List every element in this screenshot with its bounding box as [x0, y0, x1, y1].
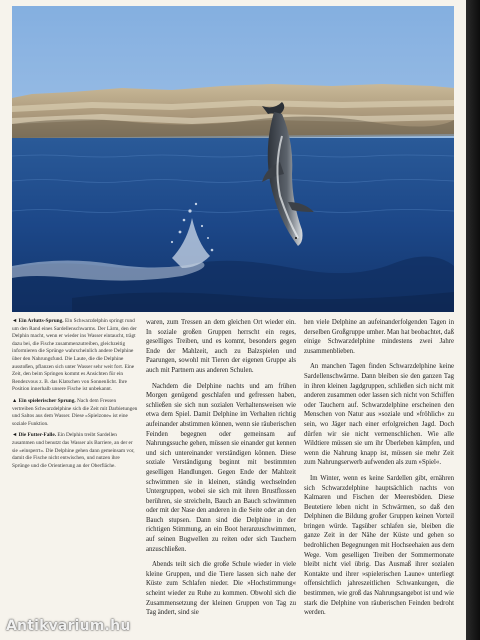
dolphin-jump-image [12, 6, 454, 312]
watermark: Antikvarium.hu [6, 618, 131, 634]
caption-jump: ◄ Ein Arlutts-Sprung. Ein Schwarzdelphin springt rund um den Rand eines Sardellenschwarms. Der Lärm, den der Delphin macht, wenn er wieder ins Wasser eintaucht, trägt dazu bei, die Fische zusammenzutreiben, gleichzeitig informieren die Sprünge wahrscheinlich andere Delphine über den Nahrungsfund. Die Laute, die die Delphine ausstoßen, pflanzen sich unter Wasser sehr weit fort. Eine Zeit, den beim Springen kommt es Ansichten für ein Rendezvous z. B. das Klatschen von Sonnenlicht. Ihre Position innerhalb unsere Fische ist unbekannt. [12, 318, 137, 393]
paragraph: waren, zum Tressen an dem gleichen Ort wieder ein. In soziale großen Gruppen herrscht ein reges, geselliges Treiben, und es kommt, besonders gegen Ende der Mahlzeit, auch zu Balzspielen und Paarungen, sowohl mit Tieren der eigenen Gruppe als auch mit Partnern aus anderen Schulen. [146, 319, 296, 374]
caption-play: ▲ Ein spielerischer Sprung. Nach dem Fressen vertreiben Schwarzdelphine sich die Zeit mit Darbietungen und Saltos aus dem Wasser. Diese »Spielzone« ist eine soziale Funktion. [12, 397, 138, 427]
paragraph: Nachdem die Delphine nachts und am frühen Morgen genügend geschlafen und gefressen haben, schließen sie sich nun sozialen Verhaltensweisen wie etwa dem Spiel. Damit Delphine im Verhalten richtig aufeinander abstimmen können, wenn sie räuberischen Feinden begegnen oder gemeinsam auf Nahrungssuche gehen, müssen sie einander gut kennen und sich untereinander verständigen können. Diese soziale Verständigung beginnt mit bestimmten geselligen Handlungen. Gegen Ende der Mahlzeit schwimmen sie in kleinen, ständig wechselnden Untergruppen, wobei sie sich mit ihren Brustflossen berühren, sie streicheln, Bauch an Bauch schwimmen oder mit der Nase den anderen in die Seite oder an den Bauch stupsen. Dann sind die Delphine in der richtigen Stimmung, an ein Boot heranzuschwimmen, auf seinen Bugwellen zu reiten oder sich Tauchern anzuschließen. [146, 382, 296, 553]
article-column-1 [146, 318, 296, 624]
paragraph: An manchen Tagen finden Schwarzdelphine keine Sardellenschwärme. Dann bleiben sie den ganzen Tag in ihren kleinen Jagdgruppen, schließen sich nicht mit anderen zusammen oder lassen sich nicht von Schiffen oder Tauchern auf. Schwarzdelphine erscheinen den Menschen von Natur aus »soziale und »fröhlich« zu sein, wo Jäger nach einer erfolgreichen Jagd. Doch dürfen wir sie nicht vermenschlichen. Wie alle Wildtiere müssen sie um ihr Überleben kämpfen, und wenn die Nahrung knapp ist, müssen sie mehr Zeit zum Nahrungserwerb aufwenden als zum »Spiel«. [304, 363, 454, 467]
dolphin-photo [12, 6, 454, 312]
article-column-2 [304, 318, 454, 624]
caption-trap: ◄ Die Futter-Falle. Ein Delphin treibt Sardellen zusammen und benutzt das Wasser als Barriere, an der er sie »einsperrt«. Die Delphine gehen dann gemeinsam vor, damit die Fische nicht entwischen, und nutzen ihre Sprünge und die Orientierung an der Oberfläche. [12, 432, 135, 469]
caption-column [12, 318, 138, 474]
paragraph: hen viele Delphine an aufeinanderfolgenden Tagen in derselben Großgruppe umher. Man hat beobachtet, daß einige Schwarzdelphine mindestens zwei Jahre zusammenblieben. [304, 319, 454, 355]
paragraph: Abends teilt sich die große Schule wieder in viele kleine Gruppen, und die Tiere lassen sich nahe der Küste zum Schlafen nieder. Die »Hochstimmung« scheint wieder zu Ruhe zu kommen. Obwohl sich die Zusammensetzung der kleinen Gruppen von Tag zu Tag ändert, sind sie [146, 561, 296, 617]
book-spine-edge [466, 0, 480, 640]
paragraph: Im Winter, wenn es keine Sardellen gibt, ernähren sich Schwarzdelphine hauptsächlich nachts von Kalmaren und Fischen der Meeresböden. Diese Beutetiere leben nicht in Schwärmen, so daß den Delphinen die Bildung großer Gruppen keinen Vorteil bringen würde. Tagsüber schlafen sie, bleiben die ganze Zeit in der Nähe der Küste und gehen so bedrohlichen Begegnungen mit Hochseehaien aus dem Wege. Vom geselligen Treiben der Sommermonate bleibt nicht viel übrig. Das Ausmaß ihrer sozialen Kontakte und ihrer »spielerischen Laune« unterliegt offensichtlich jahreszeitlichen Schwankungen, die bestimmen, wie groß das Nahrungsangebot ist und wie stark die Delphine von räuberischen Feinden bedroht werden. [304, 474, 454, 617]
